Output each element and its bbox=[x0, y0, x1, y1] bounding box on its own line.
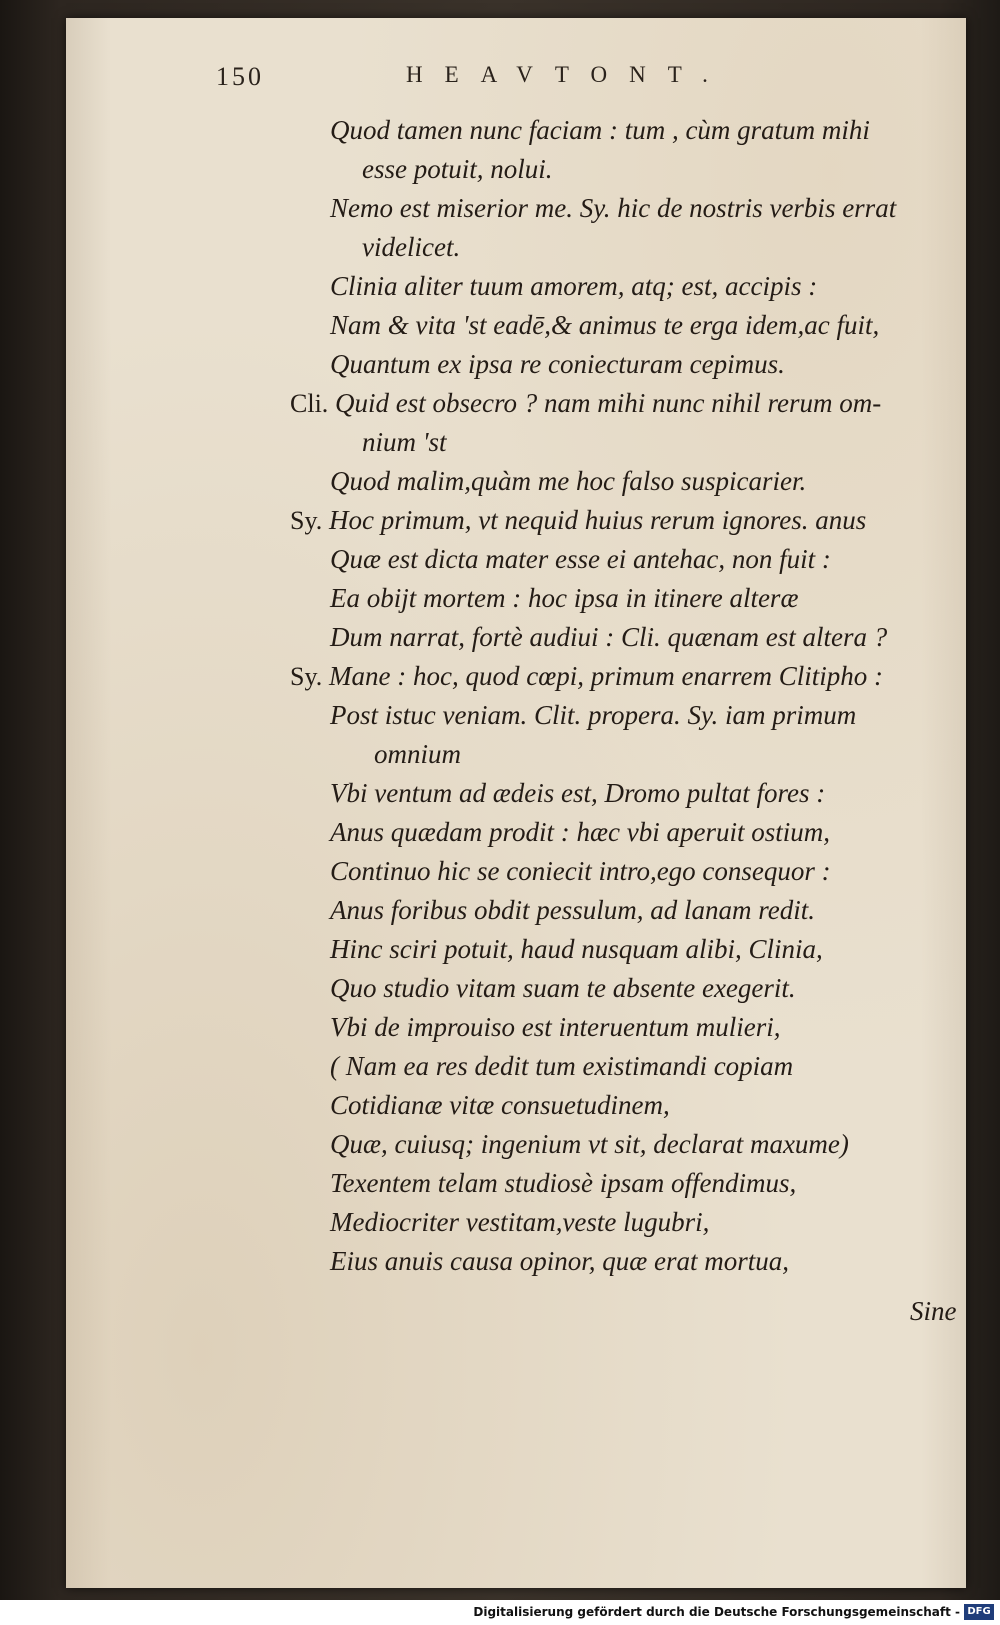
line-text: Texentem telam studiosè ipsam offendimus, bbox=[330, 1168, 797, 1198]
verse-line bbox=[290, 385, 881, 422]
verse-line bbox=[330, 307, 879, 344]
verse-line bbox=[290, 502, 866, 539]
verse-line bbox=[330, 970, 796, 1007]
verse-line bbox=[330, 619, 887, 656]
verse-line bbox=[330, 346, 785, 383]
dfg-logo: DFG bbox=[964, 1604, 994, 1620]
catchword: Sine bbox=[910, 1296, 957, 1326]
line-text: Nemo est miserior me. Sy. hic de nostris verbis errat bbox=[330, 193, 897, 223]
speaker-label: Sy. bbox=[290, 662, 323, 691]
verse-line bbox=[362, 229, 460, 266]
verse-line bbox=[330, 1204, 709, 1241]
digitization-footer bbox=[0, 1600, 1000, 1625]
verse-line bbox=[330, 112, 870, 149]
page-number: 150 bbox=[216, 62, 264, 91]
line-text: nium 'st bbox=[362, 427, 447, 457]
line-text: videlicet. bbox=[362, 232, 461, 262]
verse-line bbox=[330, 268, 817, 305]
verse-line bbox=[330, 892, 815, 929]
line-text: Continuo hic se coniecit intro,ego consequor : bbox=[330, 856, 831, 886]
line-text: Cotidianæ vitæ consuetudinem, bbox=[330, 1090, 670, 1120]
line-text: Quæ, cuiusq; ingenium vt sit, declarat maxume) bbox=[330, 1129, 849, 1159]
verse-line bbox=[374, 736, 461, 773]
verse-line bbox=[330, 697, 856, 734]
line-text: Clinia aliter tuum amorem, atq; est, accipis : bbox=[330, 271, 818, 301]
verse-line bbox=[330, 1126, 849, 1163]
line-text: Quod tamen nunc faciam : tum , cùm gratum mihi bbox=[330, 115, 870, 145]
speaker-label: Sy. bbox=[290, 506, 323, 535]
verse-line bbox=[330, 775, 825, 812]
verse-line bbox=[330, 1165, 796, 1202]
line-text: Anus quædam prodit : hæc vbi aperuit ostium, bbox=[330, 817, 830, 847]
line-text: Eius anuis causa opinor, quæ erat mortua, bbox=[330, 1246, 790, 1276]
line-text: ( Nam ea res dedit tum existimandi copiam bbox=[330, 1051, 794, 1081]
verse-line bbox=[330, 1243, 789, 1280]
verse-line bbox=[330, 463, 806, 500]
funding-credit: Digitalisierung gefördert durch die Deutsche Forschungsgemeinschaft - bbox=[473, 1605, 960, 1619]
line-text: Mediocriter vestitam,veste lugubri, bbox=[330, 1207, 710, 1237]
speaker-label: Cli. bbox=[290, 389, 329, 418]
verse-line bbox=[330, 814, 830, 851]
line-text: Quod malim,quàm me hoc falso suspicarier. bbox=[330, 466, 807, 496]
verse-line bbox=[330, 580, 798, 617]
verse-line bbox=[330, 1048, 793, 1085]
verse-line bbox=[362, 151, 553, 188]
verse-line bbox=[330, 1087, 670, 1124]
verse-line bbox=[330, 853, 831, 890]
line-text: omnium bbox=[374, 739, 461, 769]
line-text: Quæ est dicta mater esse ei antehac, non fuit : bbox=[330, 544, 831, 574]
line-text: esse potuit, nolui. bbox=[362, 154, 553, 184]
line-text: Ea obijt mortem : hoc ipsa in itinere alteræ bbox=[330, 583, 799, 613]
verse-line bbox=[290, 658, 883, 695]
line-text: Hoc primum, vt nequid huius rerum ignores. anus bbox=[329, 505, 867, 535]
line-text: Post istuc veniam. Clit. propera. Sy. iam primum bbox=[330, 700, 857, 730]
line-text: Hinc sciri potuit, haud nusquam alibi, Clinia, bbox=[330, 934, 823, 964]
line-text: Anus foribus obdit pessulum, ad lanam redit. bbox=[330, 895, 816, 925]
line-text: Quid est obsecro ? nam mihi nunc nihil rerum om- bbox=[335, 388, 882, 418]
verse-line bbox=[330, 190, 896, 227]
line-text: Vbi de improuiso est interuentum mulieri, bbox=[330, 1012, 781, 1042]
verse-line bbox=[330, 1009, 780, 1046]
line-text: Vbi ventum ad ædeis est, Dromo pultat fores : bbox=[330, 778, 826, 808]
line-text: Dum narrat, fortè audiui : Cli. quænam est altera ? bbox=[330, 622, 888, 652]
line-text: Mane : hoc, quod cœpi, primum enarrem Clitipho : bbox=[329, 661, 883, 691]
verse-line bbox=[330, 931, 823, 968]
line-text: Quantum ex ipsa re coniecturam cepimus. bbox=[330, 349, 785, 379]
verse-line bbox=[330, 541, 831, 578]
running-title: HEAVTONT. bbox=[406, 62, 730, 87]
verse-line bbox=[362, 424, 447, 461]
line-text: Quo studio vitam suam te absente exegerit. bbox=[330, 973, 796, 1003]
line-text: Nam & vita 'st eadē,& animus te erga idem,ac fuit, bbox=[330, 310, 880, 340]
